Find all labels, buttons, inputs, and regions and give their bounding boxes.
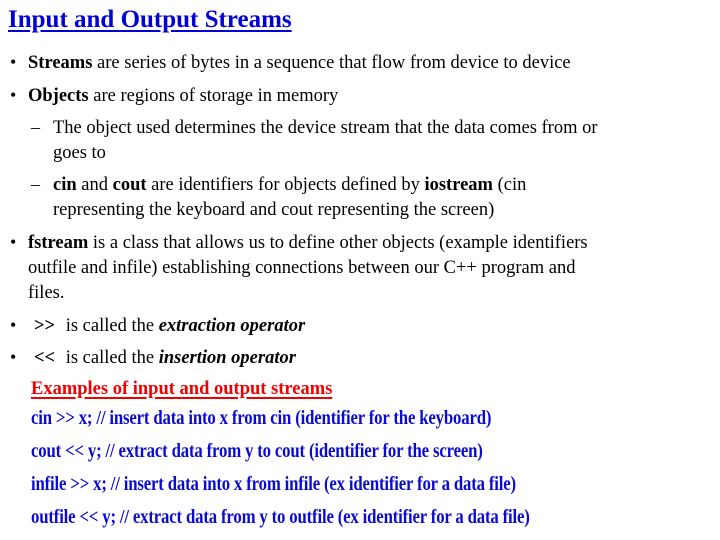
bullet-icon: • (10, 85, 17, 105)
bullet-objects (28, 85, 338, 107)
sub-bullet-line: representing the keyboard and cout representing the screen) (53, 200, 495, 220)
bullet-extraction-operator (34, 315, 305, 337)
bullet-icon: • (10, 232, 17, 252)
operator-symbol: << (34, 348, 56, 368)
text: is a class that allows us to define other objects (example identifiers (88, 233, 588, 253)
operator-symbol: >> (34, 316, 56, 336)
sub-bullet-line: goes to (53, 143, 106, 163)
text: are identifiers for objects defined by (146, 175, 425, 195)
bullet-line: files. (28, 283, 65, 303)
examples-heading: Examples of input and output streams (31, 379, 333, 399)
bullet-streams (28, 52, 571, 74)
bullet-insertion-operator (34, 347, 296, 369)
operator-name: extraction operator (158, 316, 306, 336)
operator-name: insertion operator (158, 348, 296, 368)
dash-icon: – (31, 174, 40, 194)
code-example-line: outfile << y; // extract data from y to outfile (ex identifier for a data file) (31, 507, 530, 528)
bullet-line: outfile and infile) establishing connections between our C++ program and (28, 258, 576, 278)
text: is called the (61, 348, 159, 368)
bullet-fstream (28, 232, 588, 254)
term-fstream: fstream (28, 233, 89, 253)
code-example-line: cout << y; // extract data from y to cout (identifier for the screen) (31, 441, 483, 462)
text: is called the (61, 316, 159, 336)
term-streams: Streams (28, 53, 93, 73)
bullet-icon: • (10, 315, 17, 335)
term-cin: cin (53, 175, 77, 195)
text: and (76, 175, 113, 195)
sub-bullet-cin-cout (53, 174, 526, 196)
text: (cin (492, 175, 527, 195)
dash-icon: – (31, 117, 40, 137)
bullet-text: are regions of storage in memory (88, 86, 339, 106)
bullet-icon: • (10, 347, 17, 367)
slide-title: Input and Output Streams (8, 6, 292, 33)
bullet-text: are series of bytes in a sequence that flow from device to device (92, 53, 571, 73)
term-objects: Objects (28, 86, 89, 106)
code-example-line: cin >> x; // insert data into x from cin (identifier for the keyboard) (31, 408, 492, 429)
term-iostream: iostream (424, 175, 493, 195)
term-cout: cout (112, 175, 147, 195)
sub-bullet-line: The object used determines the device stream that the data comes from or (53, 118, 598, 138)
code-example-line: infile >> x; // insert data into x from infile (ex identifier for a data file) (31, 474, 516, 495)
bullet-icon: • (10, 52, 17, 72)
